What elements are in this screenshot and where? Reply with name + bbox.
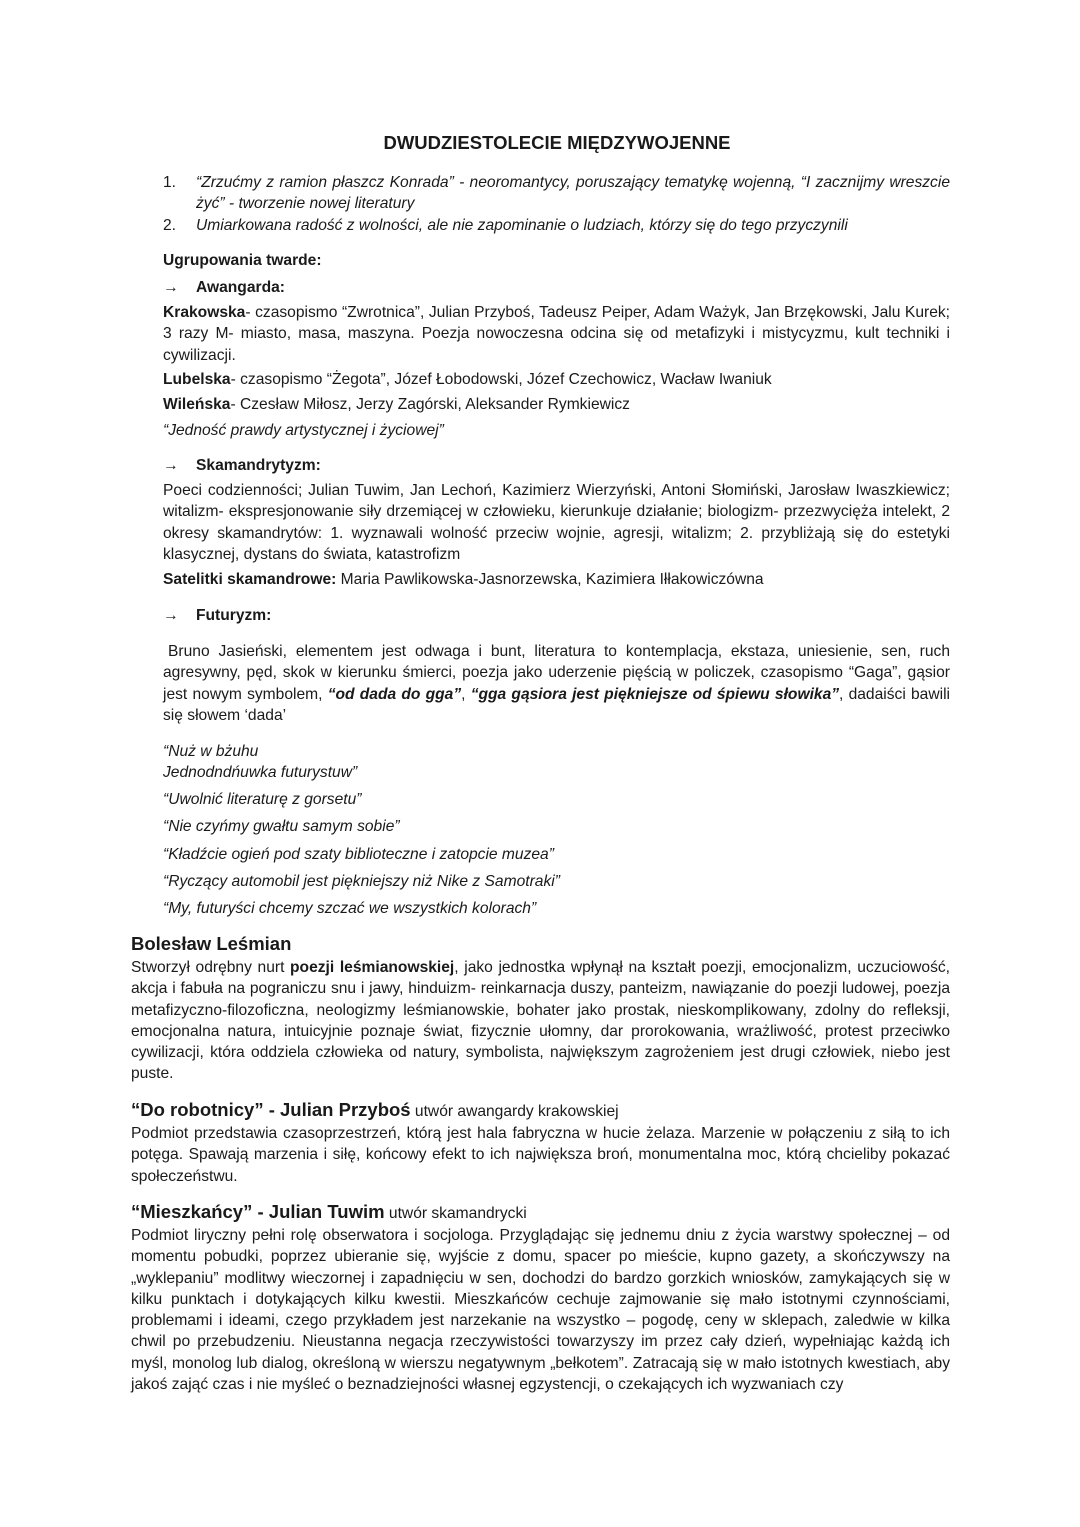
groups-heading: Ugrupowania twarde:: [163, 252, 322, 269]
satelity-text: Maria Pawlikowska-Jasnorzewska, Kazimiera Iłłakowiczówna: [336, 571, 764, 588]
robotnicy-paragraph: Podmiot przedstawia czasoprzestrzeń, którą jest hala fabryczna w hucie żelaza. Marzenie w połączeniu z siłą to ich potęga. Spawają marzenia i siłę, końcowy efekt to ich największa broń, monumentalna moc, którą chcieliby pokazać społeczeństwu.: [131, 1125, 950, 1185]
krakowska-label: Krakowska: [163, 304, 246, 321]
futuryzm-quotes: [163, 741, 950, 925]
futuryzm-paragraph: [163, 641, 950, 726]
list-item-text: Umiarkowana radość z wolności, ale nie zapominanie o ludziach, którzy się do tego przyczynili: [196, 216, 848, 234]
list-item: [163, 172, 950, 215]
futuryzm-quote: “gga gąsiora jest piękniejsze od śpiewu słowika”: [470, 685, 840, 703]
arrow-icon: →: [163, 279, 179, 296]
wilenska-text: - Czesław Miłosz, Jerzy Zagórski, Aleksander Rymkiewicz: [230, 396, 630, 413]
lubelska-paragraph: [163, 369, 950, 390]
futuryzm-title: Futuryzm:: [196, 607, 272, 624]
futuryzm-text: , dadaiści bawili się słowem ‘dada’: [163, 685, 951, 724]
quote-line: “Kładźcie ogień pod szaty biblioteczne i zatopcie muzea”: [163, 845, 554, 863]
page-title: DWUDZIESTOLECIE MIĘDZYWOJENNE: [383, 132, 731, 153]
lesmian-paragraph: [131, 957, 950, 1085]
krakowska-text: - czasopismo “Zwrotnica”, Julian Przyboś, Tadeusz Peiper, Adam Ważyk, Jan Brzękowski, Jalu Kurek; 3 razy M- miasto, masa, maszyna. Poezja nowoczesna odcina się od metafizyki i mistycyzmu, kult techniki i cywilizacji.: [163, 304, 950, 364]
wilenska-paragraph: [163, 394, 950, 415]
arrow-icon: →: [163, 607, 179, 624]
quote-line: “Uwolnić literaturę z gorsetu”: [163, 791, 362, 809]
lubelska-label: Lubelska: [163, 371, 231, 388]
skamandrytyzm-paragraph: Poeci codzienności; Julian Tuwim, Jan Lechoń, Kazimierz Wierzyński, Antoni Słomiński, Jarosław Iwaszkiewicz; witalizm- ekspresjonowanie siły drzemiącej w człowieku, kierunkuje działanie; biologizm- przezwycięża intelekt, 2 okresy skamandrytów: 1. wyznawali wolność przeciw wojnie, agresji, witalizm; 2. przybliżają się do estetyki klasycznej, dystans do świata, katastrofizm: [163, 482, 950, 563]
satelity-label: Satelitki skamandrowe:: [163, 571, 337, 588]
robotnicy-heading: [131, 1099, 950, 1123]
quote-line: “My, futuryści chcemy szczać we wszystkich kolorach”: [163, 899, 537, 917]
list-item-text: “Zrzućmy z ramion płaszcz Konrada” - neoromantycy, poruszający tematykę wojenną, “I zacznijmy wreszcie żyć” - tworzenie nowej literatury: [196, 174, 950, 213]
robotnicy-subtitle: utwór awangardy krakowskiej: [410, 1103, 619, 1120]
lesmian-text: , jako jednostka wpłynął na kształt poezji, emocjonalizm, uczuciowość, akcja i fabuła na pograniczu snu i jawy, hinduizm- reinkarnacja duszy, panteizm, nawiązanie do poezji ludowej, poezja metafizyczno-filozoficzna, neologizmy leśmianowskie, bohater jako prostak, nieskomplikowany, zdolny do refleksji, emocjonalna natura, intuicyjnie poznaje świat, fizycznie ułomny, dar prorokowania, wrażliwość, protest przeciwko cywilizacji, która oddziela człowieka od natury, symbolista, największym zagrożeniem jest drugi człowiek, niebo jest puste.: [131, 959, 950, 1083]
awangarda-title: Awangarda:: [196, 279, 285, 296]
futuryzm-text: ,: [461, 685, 471, 703]
skamandrytyzm-title: Skamandrytyzm:: [196, 457, 321, 474]
futuryzm-quote: “od dada do gga”: [327, 685, 462, 703]
satelity-paragraph: [163, 569, 950, 590]
quote-line: “Nie czyńmy gwałtu samym sobie”: [163, 818, 400, 836]
lesmian-text: Stworzył odrębny nurt: [131, 959, 291, 976]
list-number: 1.: [163, 174, 177, 191]
list-item: [163, 215, 950, 236]
quote-line: “Nuż w bżuhu: [163, 743, 259, 760]
mieszkancy-paragraph: Podmiot liryczny pełni rolę obserwatora i socjologa. Przyglądając się jednemu dniu z życia warstwy społecznej – od momentu pobudki, poprzez ubieranie się, wyjście z domu, spacer po mieście, kupno gazety, a skończywszy na „wyklepaniu” modlitwy wieczornej i zapadnięciu w sen, dochodzi do bardzo gorzkich wniosków, zamykających się w kilku punktach i dotykających kilku kwestii. Mieszkańców cechuje zajmowanie się mało istotnymi czynnościami, problemami i ideami, czego przykładem jest narzekanie na wszystko – pogodę, ceny w sklepach, zaledwie w kilka chwil po przebudzeniu. Nieustanna negacja rzeczywistości towarzyszy im przez cały dzień, wypełniając każdą ich myśl, monolog lub dialog, określoną w wierszu negatywnym „bełkotem”. Zatracają się w mało istotnych kwestiach, aby jakoś zająć czas i nie myśleć o beznadziejności własnej egzystencji, o czekających ich wyzwaniach czy: [131, 1227, 950, 1394]
awangarda-motto: “Jedność prawdy artystycznej i życiowej”: [163, 422, 444, 439]
lubelska-text: - czasopismo “Żegota”, Józef Łobodowski, Józef Czechowicz, Wacław Iwaniuk: [230, 371, 772, 388]
lesmian-bold: poezji leśmianowskiej: [290, 959, 455, 976]
quote-line: Jednodndńuwka futurystuw”: [163, 764, 358, 782]
arrow-icon: →: [163, 457, 179, 474]
mieszkancy-heading: [131, 1201, 950, 1225]
awangarda-heading: [163, 277, 950, 298]
intro-list: [163, 172, 950, 236]
skamandrytyzm-heading: [163, 455, 950, 476]
robotnicy-title: “Do robotnicy” - Julian Przyboś: [131, 1099, 411, 1120]
wilenska-label: Wileńska: [163, 396, 231, 413]
futuryzm-heading: [163, 605, 950, 626]
krakowska-paragraph: [163, 302, 950, 366]
lesmian-heading: Bolesław Leśmian: [131, 933, 292, 954]
mieszkancy-title: “Mieszkańcy” - Julian Tuwim: [131, 1201, 385, 1222]
futuryzm-text: Bruno Jasieński, elementem jest odwaga i bunt, literatura to kontemplacja, ekstaza, uniesienie, sen, ruch agresywny, pęd, skok w kierunku śmierci, poezja jako uderzenie pięścią w policzek, czasopismo “Gaga”, gąsior jest nowym symbolem,: [163, 643, 950, 703]
quote-line: “Ryczący automobil jest piękniejszy niż Nike z Samotraki”: [163, 872, 560, 890]
mieszkancy-subtitle: utwór skamandrycki: [384, 1205, 527, 1222]
list-number: 2.: [163, 216, 177, 234]
